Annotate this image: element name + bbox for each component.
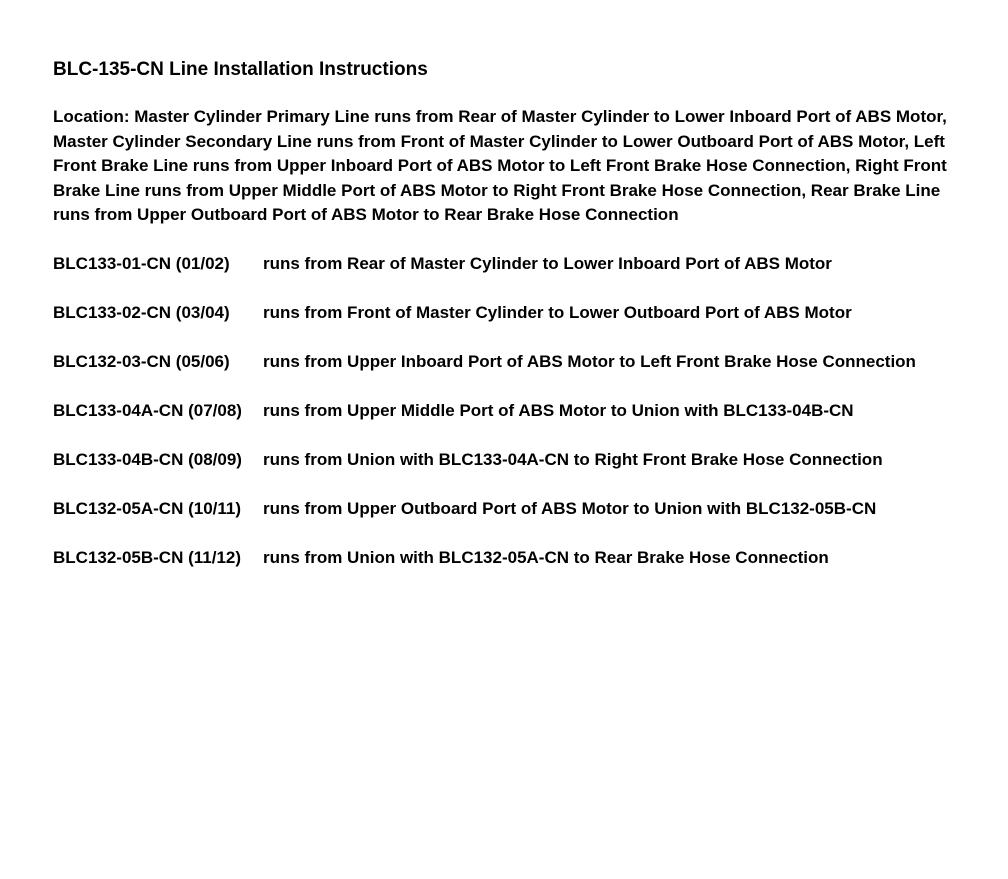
line-id: BLC133-01-CN (01/02) [53,253,230,273]
line-id: BLC133-04B-CN (08/09) [53,449,242,469]
line-id: BLC133-04A-CN (07/08) [53,400,242,420]
line-row [53,497,953,546]
line-row [53,301,953,350]
line-row [53,546,953,595]
line-description: runs from Upper Inboard Port of ABS Motor to Left Front Brake Hose Connection [263,351,916,371]
line-id: BLC132-05A-CN (10/11) [53,498,242,518]
line-row [53,448,953,497]
line-row [53,252,953,301]
line-row [53,350,953,399]
location-paragraph: Location: Master Cylinder Primary Line runs from Rear of Master Cylinder to Lower Inboard Port of ABS Motor, Master Cylinder Secondary Line runs from Front of Master Cylinder to Lower Outboard Port of ABS Motor, Left Front Brake Line runs from Upper Inboard Port of ABS Motor to Left Front Brake Hose Connection, Right Front Brake Line runs from Upper Middle Port of ABS Motor to Right Front Brake Hose Connection, Rear Brake Line runs from Upper Outboard Port of ABS Motor to Rear Brake Hose Connection [53,107,947,224]
line-description: runs from Rear of Master Cylinder to Lower Inboard Port of ABS Motor [263,253,832,273]
line-description: runs from Union with BLC132-05A-CN to Rear Brake Hose Connection [263,547,829,567]
line-description: runs from Upper Outboard Port of ABS Motor to Union with BLC132-05B-CN [263,498,877,518]
line-id: BLC132-03-CN (05/06) [53,351,230,371]
line-description: runs from Union with BLC133-04A-CN to Right Front Brake Hose Connection [263,449,883,469]
line-row [53,399,953,448]
line-id: BLC133-02-CN (03/04) [53,302,230,322]
instruction-document [53,56,953,595]
line-description: runs from Upper Middle Port of ABS Motor to Union with BLC133-04B-CN [263,400,854,420]
line-description: runs from Front of Master Cylinder to Lower Outboard Port of ABS Motor [263,302,852,322]
document-title: BLC-135-CN Line Installation Instructions [53,59,428,80]
line-id: BLC132-05B-CN (11/12) [53,547,242,567]
